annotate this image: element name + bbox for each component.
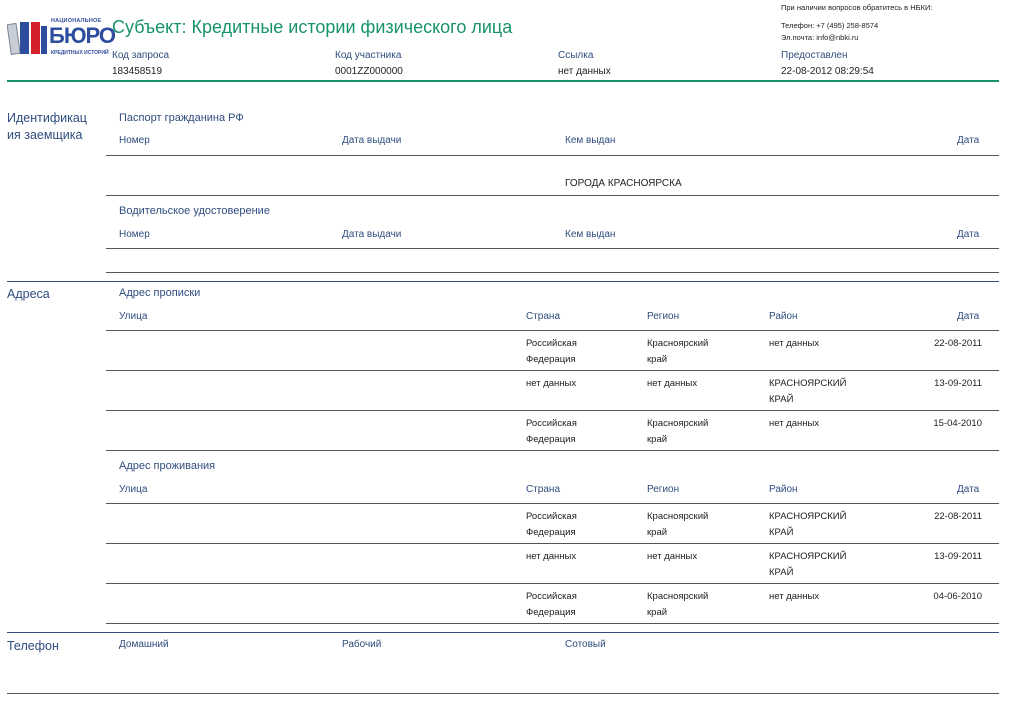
registration-col-region: Регион (647, 311, 680, 322)
license-title: Водительское удостоверение (119, 205, 270, 217)
residence-col-date: Дата (957, 484, 980, 495)
country: Российская Федерация (526, 418, 577, 445)
divider (106, 248, 999, 249)
member-code-value: 0001ZZ000000 (335, 66, 403, 77)
country: Российская Федерация (526, 511, 577, 538)
passport-col-issue-date: Дата выдачи (342, 135, 402, 146)
district: КРАСНОЯРСКИЙ КРАЙ (769, 511, 847, 538)
phone-col-home: Домашний (119, 639, 169, 650)
district: нет данных (769, 591, 820, 602)
region: нет данных (647, 378, 698, 389)
region: Красноярский край (647, 338, 709, 365)
section-divider (7, 281, 999, 282)
registration-col-country: Страна (526, 311, 561, 322)
date: 04-06-2010 (933, 591, 982, 602)
district: КРАСНОЯРСКИЙ КРАЙ (769, 378, 847, 405)
logo-bottom-text: КРЕДИТНЫХ ИСТОРИЙ (51, 50, 109, 56)
passport-issued-by-value: ГОРОДА КРАСНОЯРСКА (565, 178, 682, 189)
residence-title: Адрес проживания (119, 460, 216, 472)
divider (7, 693, 999, 694)
registration-col-date: Дата (957, 311, 980, 322)
license-col-date: Дата (957, 229, 980, 240)
contact-line: При наличии вопросов обратитесь в НБКИ: (781, 3, 933, 12)
passport-col-date: Дата (957, 135, 980, 146)
passport-col-issued-by: Кем выдан (565, 135, 616, 146)
logo-top-text: НАЦИОНАЛЬНОЕ (51, 18, 102, 24)
region: Красноярский край (647, 511, 709, 538)
residence-col-country: Страна (526, 484, 561, 495)
license-col-issued-by: Кем выдан (565, 229, 616, 240)
page-title: Субъект: Кредитные истории физического лица (112, 17, 513, 37)
license-col-issue-date: Дата выдачи (342, 229, 402, 240)
header-divider (7, 80, 999, 82)
date: 22-08-2011 (934, 338, 982, 349)
logo-books-icon (7, 18, 49, 58)
passport-title: Паспорт гражданина РФ (119, 112, 244, 124)
identification-section-title (7, 110, 87, 144)
date: 15-04-2010 (933, 418, 982, 429)
region: Красноярский край (647, 418, 709, 445)
phone-col-work: Рабочий (342, 639, 382, 650)
divider (106, 330, 999, 331)
registration-col-street: Улица (119, 311, 148, 322)
residence-col-region: Регион (647, 484, 680, 495)
country: Российская Федерация (526, 591, 577, 618)
divider (106, 155, 999, 156)
contact-phone: Телефон: +7 (495) 258-8574 (781, 21, 879, 30)
logo (7, 16, 115, 60)
divider (106, 543, 999, 544)
divider (106, 195, 999, 196)
country: нет данных (526, 378, 577, 389)
member-code-label: Код участника (335, 50, 402, 61)
district: нет данных (769, 338, 820, 349)
country: Российская Федерация (526, 338, 577, 365)
region: Красноярский край (647, 591, 709, 618)
date: 22-08-2011 (934, 511, 982, 522)
provided-label: Предоставлен (781, 50, 848, 61)
divider (106, 450, 999, 451)
registration-col-district: Район (769, 311, 798, 322)
reference-value: нет данных (558, 66, 611, 77)
district: нет данных (769, 418, 820, 429)
passport-col-number: Номер (119, 135, 150, 146)
country: нет данных (526, 551, 577, 562)
section-divider (7, 632, 999, 633)
logo-main-text: БЮРО (49, 23, 115, 48)
phone-section-title: Телефон (7, 639, 59, 653)
provided-value: 22-08-2012 08:29:54 (781, 66, 874, 77)
divider (106, 583, 999, 584)
divider (106, 272, 999, 273)
request-code-value: 183458519 (112, 66, 163, 77)
license-col-number: Номер (119, 229, 150, 240)
date: 13-09-2011 (934, 378, 982, 389)
addresses-section-title: Адреса (7, 287, 50, 301)
residence-col-street: Улица (119, 484, 148, 495)
date: 13-09-2011 (934, 551, 982, 562)
request-code-label: Код запроса (112, 50, 170, 61)
district: КРАСНОЯРСКИЙ КРАЙ (769, 551, 847, 578)
divider (106, 370, 999, 371)
contact-email: Эл.почта: info@nbki.ru (781, 33, 859, 42)
identification-title-line2: ия заемщика (7, 128, 83, 142)
identification-title-line1: Идентификац (7, 111, 87, 125)
residence-col-district: Район (769, 484, 798, 495)
region: нет данных (647, 551, 698, 562)
divider (106, 410, 999, 411)
divider (106, 503, 999, 504)
reference-label: Ссылка (558, 50, 594, 61)
divider (106, 623, 999, 624)
contact-info (781, 2, 932, 44)
phone-col-mobile: Сотовый (565, 639, 606, 650)
registration-title: Адрес прописки (119, 287, 201, 299)
